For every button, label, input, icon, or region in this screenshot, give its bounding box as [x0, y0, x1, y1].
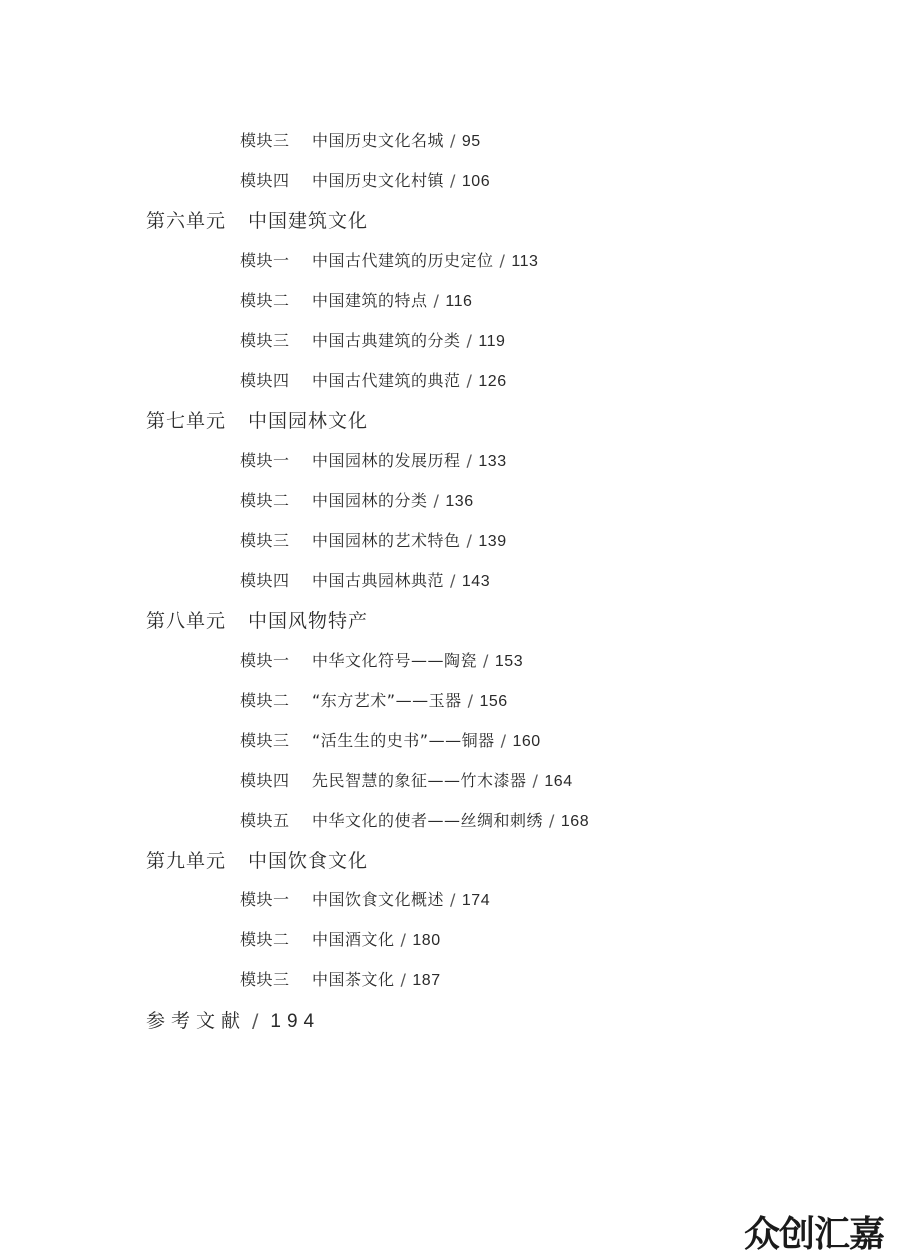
page-separator: /: [466, 371, 473, 390]
page-separator: /: [466, 451, 473, 470]
toc-unit-row[interactable]: [146, 610, 368, 634]
page-number: 136: [445, 493, 474, 510]
toc-module-row[interactable]: [240, 650, 523, 674]
module-title: 中华文化符号——陶瓷: [312, 651, 478, 670]
page-separator: /: [252, 1010, 265, 1032]
page-number: 95: [461, 133, 481, 150]
toc-module-row[interactable]: [240, 530, 507, 554]
module-label: 模块五: [240, 811, 290, 830]
module-title: 中国古代建筑的历史定位: [312, 251, 494, 270]
page-number: 133: [478, 453, 507, 470]
toc-module-row[interactable]: [240, 130, 481, 154]
page-number: 143: [461, 573, 491, 590]
module-label: 模块四: [240, 771, 290, 790]
toc-module-row[interactable]: [240, 730, 541, 754]
toc-references-row[interactable]: [146, 1010, 320, 1034]
module-label: 模块三: [240, 131, 290, 150]
toc-module-row[interactable]: [240, 810, 589, 834]
page-separator: /: [466, 331, 473, 350]
page-separator: /: [433, 291, 440, 310]
page-number: 139: [478, 533, 507, 550]
module-label: 模块四: [240, 171, 290, 190]
page-separator: /: [433, 491, 440, 510]
module-label: 模块四: [240, 571, 290, 590]
module-title: 中国古代建筑的典范: [312, 371, 461, 390]
module-title: 中华文化的使者——丝绸和刺绣: [312, 811, 544, 830]
module-title: 中国酒文化: [312, 930, 395, 949]
unit-title: 中国园林文化: [248, 410, 369, 432]
unit-label: 第六单元: [146, 210, 227, 232]
module-title: “东方艺术”——玉器: [312, 691, 462, 710]
module-title: 中国历史文化村镇: [312, 171, 445, 190]
page-number: 187: [412, 972, 441, 989]
toc-module-row[interactable]: [240, 969, 441, 993]
toc-unit-row[interactable]: [146, 210, 368, 234]
module-title: 中国古典园林典范: [312, 571, 445, 590]
page-number: 180: [412, 932, 441, 949]
page-number: 164: [544, 773, 573, 790]
module-label: 模块三: [240, 970, 290, 989]
toc-module-row[interactable]: [240, 770, 573, 794]
module-label: 模块二: [240, 691, 290, 710]
page-separator: /: [450, 131, 456, 150]
toc-module-row[interactable]: [240, 450, 507, 474]
toc-module-row[interactable]: [240, 490, 474, 514]
module-label: 模块一: [240, 451, 290, 470]
module-label: 模块四: [240, 371, 290, 390]
toc-module-row[interactable]: [240, 929, 441, 953]
toc-module-row[interactable]: [240, 290, 472, 314]
module-label: 模块三: [240, 531, 290, 550]
toc-module-row[interactable]: [240, 690, 508, 714]
page-separator: /: [400, 930, 407, 949]
watermark-logo: 众创汇嘉: [744, 1214, 885, 1255]
unit-label: 第七单元: [146, 410, 227, 432]
toc-module-row[interactable]: [240, 330, 505, 354]
unit-label: 第八单元: [146, 610, 227, 632]
page-number: 113: [511, 253, 539, 270]
page-separator: /: [400, 970, 407, 989]
page-separator: /: [450, 571, 456, 590]
module-title: 先民智慧的象征——竹木漆器: [312, 771, 527, 790]
page-separator: /: [499, 251, 506, 270]
module-label: 模块一: [240, 890, 290, 909]
module-title: 中国古典建筑的分类: [312, 331, 461, 350]
toc-module-row[interactable]: [240, 570, 490, 594]
page-number: 116: [445, 293, 473, 310]
page-number: 160: [512, 733, 541, 750]
page-separator: /: [549, 811, 555, 830]
module-label: 模块二: [240, 291, 290, 310]
page-number: 168: [560, 813, 590, 830]
page-number: 153: [494, 653, 524, 670]
unit-title: 中国风物特产: [248, 610, 369, 632]
page-separator: /: [483, 651, 489, 670]
module-title: 中国园林的发展历程: [312, 451, 461, 470]
module-label: 模块一: [240, 651, 290, 670]
page-separator: /: [450, 890, 456, 909]
module-title: 中国茶文化: [312, 970, 395, 989]
toc-unit-row[interactable]: [146, 850, 368, 874]
module-label: 模块二: [240, 491, 290, 510]
unit-title: 中国建筑文化: [248, 210, 369, 232]
module-label: 模块一: [240, 251, 290, 270]
page-separator: /: [466, 531, 473, 550]
toc-module-row[interactable]: [240, 370, 507, 394]
module-label: 模块三: [240, 731, 290, 750]
page-number: 194: [270, 1011, 321, 1032]
unit-label: 第九单元: [146, 850, 227, 872]
page-number: 106: [461, 173, 491, 190]
toc-module-row[interactable]: [240, 170, 490, 194]
page-separator: /: [500, 731, 507, 750]
module-title: 中国历史文化名城: [312, 131, 445, 150]
module-label: 模块二: [240, 930, 290, 949]
page-separator: /: [467, 691, 474, 710]
unit-title: 中国饮食文化: [248, 850, 369, 872]
toc-module-row[interactable]: [240, 250, 538, 274]
page-number: 126: [478, 373, 507, 390]
module-label: 模块三: [240, 331, 290, 350]
module-title: 中国建筑的特点: [312, 291, 428, 310]
page-separator: /: [532, 771, 539, 790]
references-title: 参考文献: [146, 1010, 247, 1032]
module-title: “活生生的史书”——铜器: [312, 731, 495, 750]
page-separator: /: [450, 171, 456, 190]
toc-unit-row[interactable]: [146, 410, 368, 434]
toc-module-row[interactable]: [240, 889, 490, 913]
module-title: 中国园林的艺术特色: [312, 531, 461, 550]
module-title: 中国饮食文化概述: [312, 890, 445, 909]
page-number: 156: [479, 693, 508, 710]
module-title: 中国园林的分类: [312, 491, 428, 510]
page-number: 174: [461, 892, 491, 909]
page-number: 119: [478, 333, 506, 350]
